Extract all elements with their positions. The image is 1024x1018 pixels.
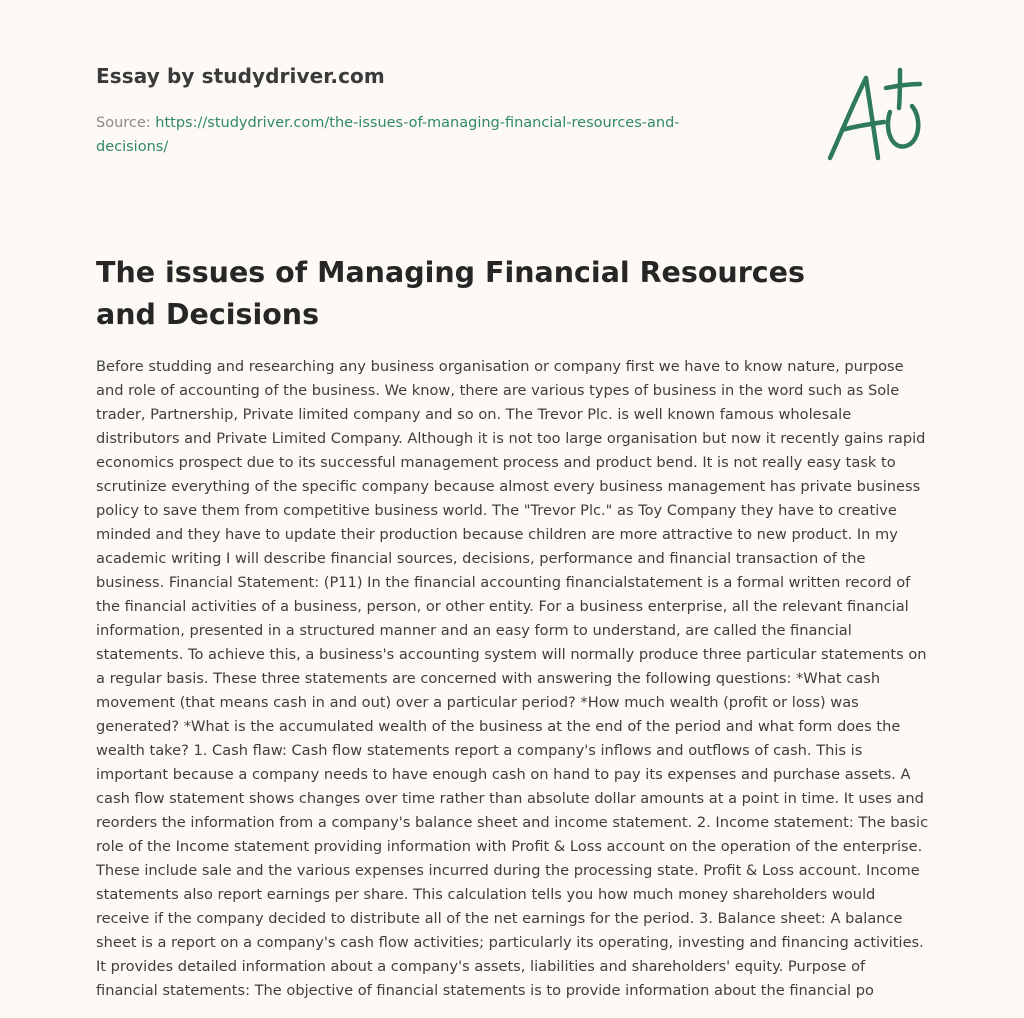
a-plus-grade-icon <box>820 66 930 166</box>
page-title: The issues of Managing Financial Resources and Decisions <box>96 256 805 331</box>
article-body: Before studding and researching any business organisation or company first we have to know nature, purpose and role of accounting of the business. We know, there are various types of business in the word such as Sole trader, Partnership, Private limited company and so on. The Trevor Plc. is well known famous wholesale distributors and Private Limited Company. Although it is not too large organisation but now it recently gains rapid economics prospect due to its successful management process and product bend. It is not really easy task to scrutinize everything of the specific company because almost every business management has private business policy to save them from competitive business world. The "Trevor Plc." as Toy Company they have to creative minded and they have to update their production because children are more attractive to new product. In my academic writing I will describe financial sources, decisions, performance and financial transaction of the business. Financial Statement: (P11) In the financial accounting financialstatement is a formal written record of the financial activities of a business, person, or other entity. For a business enterprise, all the relevant financial information, presented in a structured manner and an easy form to understand, are called the financial statements. To achieve this, a business's accounting system will normally produce three particular statements on a regular basis. These three statements are concerned with answering the following questions: *What cash movement (that means cash in and out) over a particular period? *How much wealth (profit or loss) was generated? *What is the accumulated wealth of the business at the end of the period and what form does the wealth take? 1. Cash flaw: Cash flow statements report a company's inflows and outflows of cash. This is important because a company needs to have enough cash on hand to pay its expenses and purchase assets. A cash flow statement shows changes over time rather than absolute dollar amounts at a point in time. It uses and reorders the information from a company's balance sheet and income statement. 2. Income statement: The basic role of the Income statement providing information with Profit & Loss account on the operation of the enterprise. These include sale and the various expenses incurred during the processing state. Profit & Loss account. Income statements also report earnings per share. This calculation tells you how much money shareholders would receive if the company decided to distribute all of the net earnings for the period. 3. Balance sheet: A balance sheet is a report on a company's cash flow activities; particularly its operating, investing and financing activities. It provides detailed information about a company's assets, liabilities and shareholders' equity. Purpose of financial statements: The objective of financial statements is to provide information about the financial po <box>96 358 929 999</box>
source-link[interactable]: https://studydriver.com/the-issues-of-managing-financial-resources-and-decisions/ <box>96 115 680 155</box>
source-label: Source: <box>96 115 156 131</box>
source-line <box>96 111 716 159</box>
site-brand: Essay by studydriver.com <box>96 64 385 88</box>
